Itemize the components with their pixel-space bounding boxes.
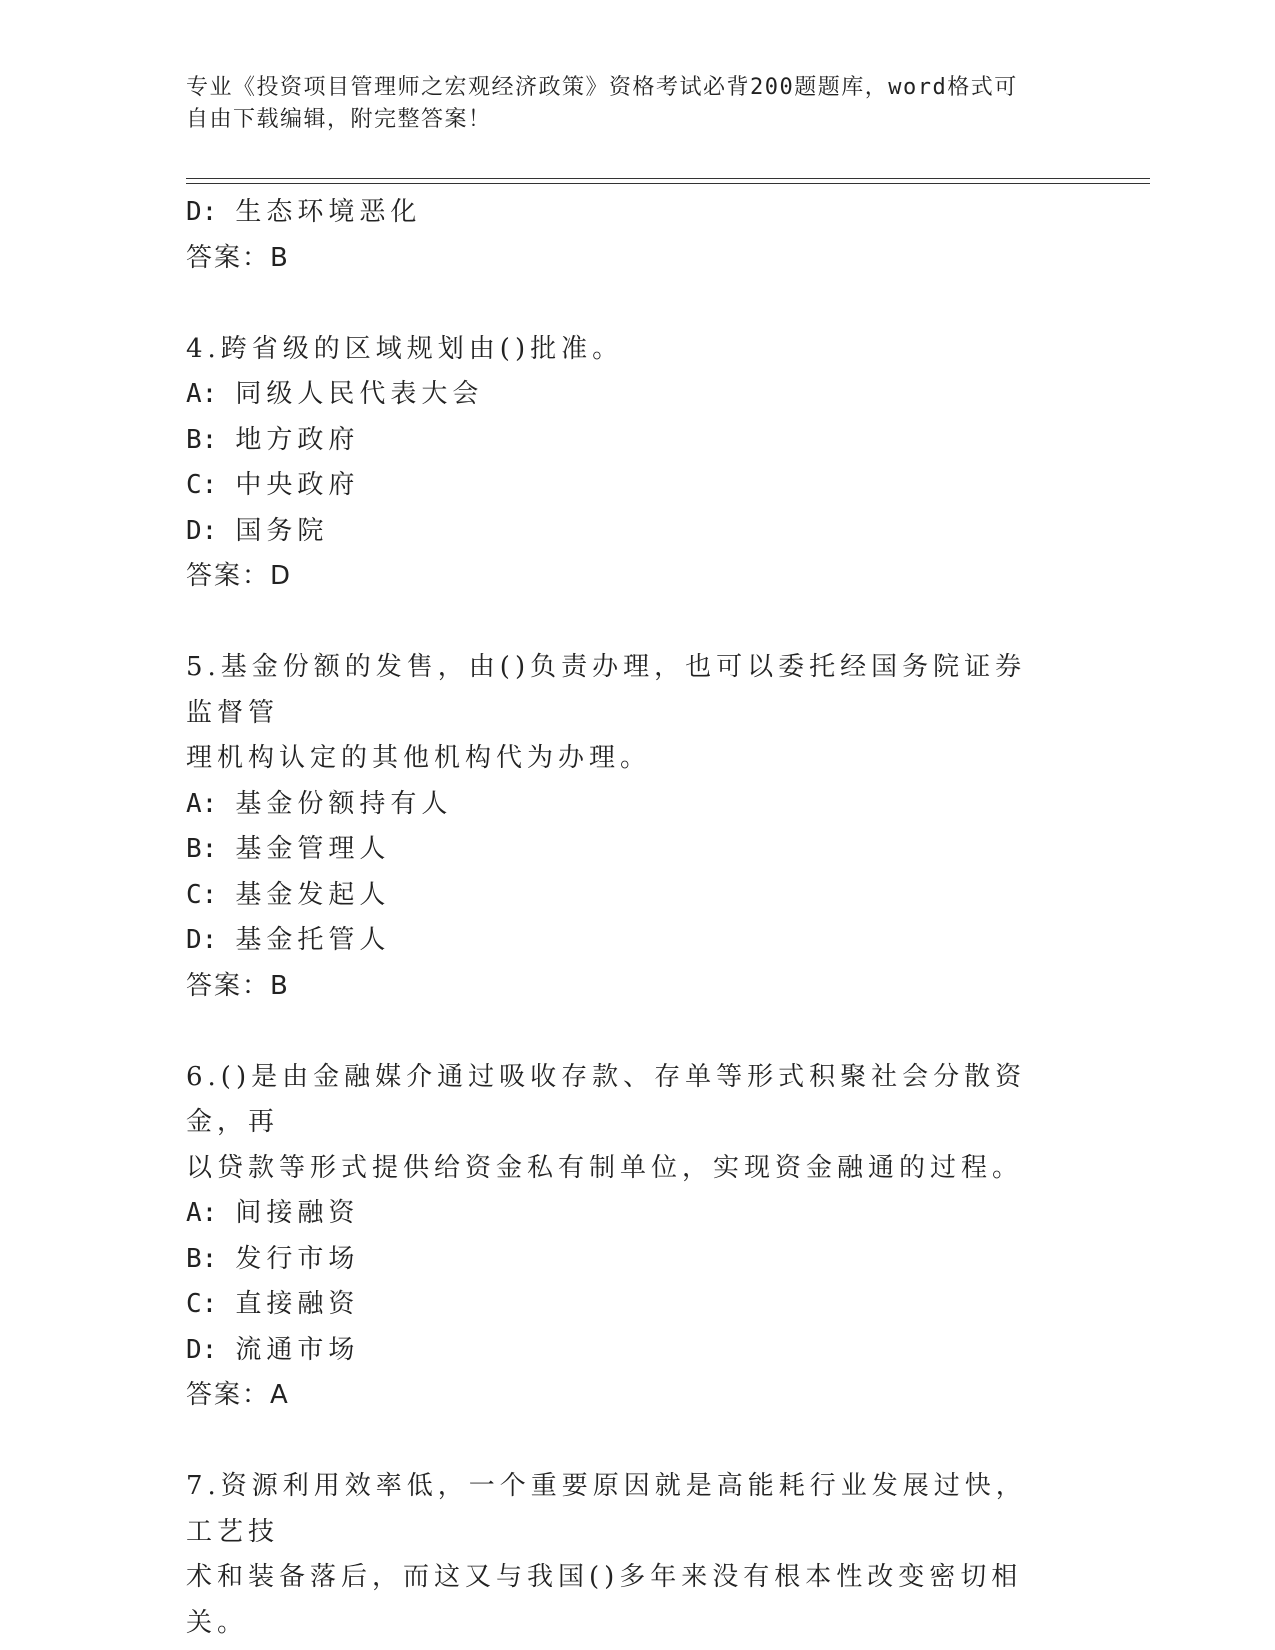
option-label: A: <box>186 379 218 409</box>
option-c <box>186 463 1086 509</box>
option-label: D: <box>186 925 218 955</box>
question-list <box>186 190 1086 1646</box>
option-a <box>186 1191 1086 1237</box>
option-c <box>186 1282 1086 1328</box>
option-text: 生态环境恶化 <box>235 197 422 227</box>
option-b <box>186 827 1086 873</box>
option-a <box>186 372 1086 418</box>
option-text: 地方政府 <box>235 424 360 455</box>
question-text-line-2: 理机构认定的其他机构代为办理。 <box>186 743 652 773</box>
option-text: 国务院 <box>235 515 329 546</box>
option-text: 基金托管人 <box>235 925 391 955</box>
option-label: C: <box>186 879 218 910</box>
option-text: 同级人民代表大会 <box>235 379 484 409</box>
option-label: A: <box>186 788 218 819</box>
option-label: C: <box>186 1289 218 1319</box>
header-divider-bottom <box>186 183 1150 184</box>
option-label: B: <box>186 424 218 455</box>
option-text: 基金管理人 <box>235 834 391 864</box>
option-a <box>186 782 1086 828</box>
header-divider-top <box>186 178 1150 179</box>
option-c <box>186 873 1086 919</box>
option-text: 流通市场 <box>235 1334 360 1365</box>
option-label: B: <box>186 834 218 864</box>
question-block <box>186 1464 1086 1646</box>
option-d <box>186 918 1086 964</box>
option-b <box>186 1237 1086 1283</box>
option-label: D: <box>186 515 218 546</box>
header-line-1: 专业《投资项目管理师之宏观经济政策》资格考试必背200题题库，word格式可 <box>186 75 1018 100</box>
option-text: 发行市场 <box>235 1243 360 1274</box>
option-label: B: <box>186 1243 218 1274</box>
answer-line: 答案：A <box>186 1380 290 1410</box>
option-d <box>186 509 1086 555</box>
option-label: D: <box>186 1334 218 1365</box>
answer-line: 答案：B <box>186 242 290 273</box>
option-text: 直接融资 <box>235 1289 360 1319</box>
question-block <box>186 327 1086 600</box>
option-text: 间接融资 <box>235 1198 360 1228</box>
header-line-2: 自由下载编辑，附完整答案！ <box>186 107 492 132</box>
option-text: 中央政府 <box>235 470 360 500</box>
option-d <box>186 1328 1086 1374</box>
question-block <box>186 645 1086 1009</box>
answer-line: 答案：D <box>186 561 293 591</box>
question-text-line-1: 7.资源利用效率低，一个重要原因就是高能耗行业发展过快，工艺技 <box>186 1471 1027 1547</box>
option-label: C: <box>186 470 218 500</box>
question-text-line-2: 术和装备落后，而这又与我国()多年来没有根本性改变密切相关。 <box>186 1562 1023 1638</box>
option-b <box>186 418 1086 464</box>
option-d <box>186 190 1086 236</box>
question-text-line-1: 5.基金份额的发售，由()负责办理，也可以委托经国务院证券监督管 <box>186 652 1027 728</box>
question-text-line-1: 6.()是由金融媒介通过吸收存款、存单等形式积聚社会分散资金，再 <box>186 1061 1027 1137</box>
answer-line: 答案：B <box>186 970 290 1001</box>
option-label: A: <box>186 1198 218 1228</box>
option-text: 基金发起人 <box>235 879 391 910</box>
question-block <box>186 1055 1086 1419</box>
document-header <box>186 72 1086 136</box>
question-text-line-2: 以贷款等形式提供给资金私有制单位，实现资金融通的过程。 <box>186 1152 1024 1183</box>
option-label: D: <box>186 197 218 227</box>
option-text: 基金份额持有人 <box>235 788 453 819</box>
question-text: 4.跨省级的区域规划由()批准。 <box>186 333 624 364</box>
